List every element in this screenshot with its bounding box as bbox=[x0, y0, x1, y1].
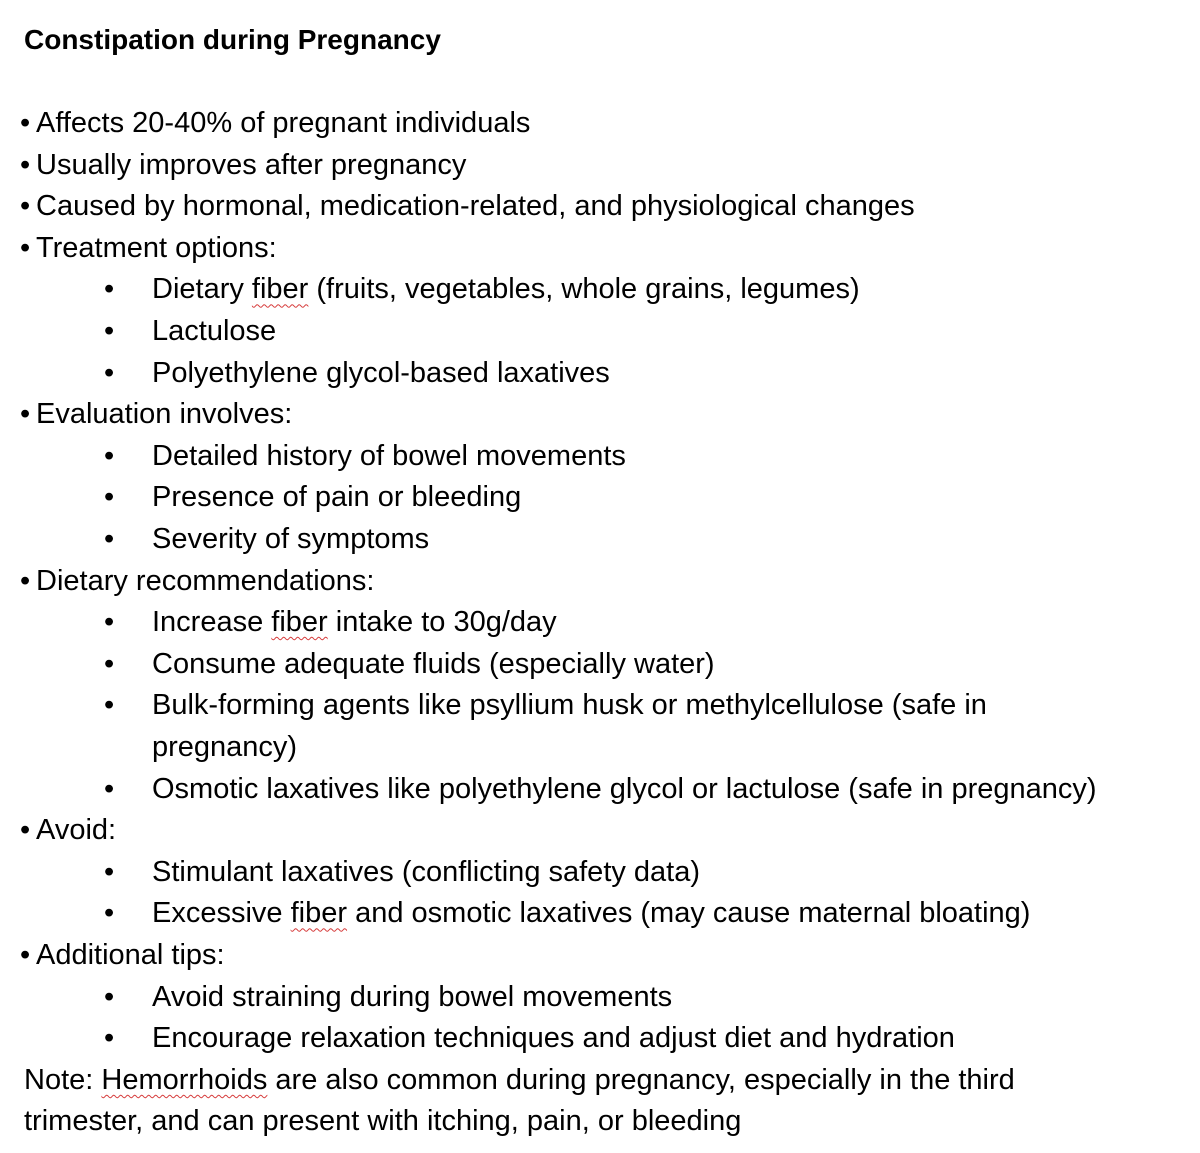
sub-bullet-marker: • bbox=[104, 356, 115, 389]
list-item: Usually improves after pregnancy bbox=[36, 148, 467, 181]
bullet-marker: • bbox=[20, 190, 31, 223]
bullet-marker: • bbox=[20, 814, 31, 847]
bullet-marker: • bbox=[20, 107, 31, 139]
sub-bullet-marker: • bbox=[104, 1022, 115, 1055]
sub-bullet-marker: • bbox=[104, 481, 115, 514]
list-item: Affects 20-40% of pregnant individuals bbox=[36, 107, 531, 139]
sub-bullet-marker: • bbox=[104, 647, 115, 680]
sub-list-item: Excessive fiber and osmotic laxatives (may cause maternal bloating) bbox=[152, 897, 1031, 930]
sub-list-item: Polyethylene glycol-based laxatives bbox=[152, 356, 610, 389]
sub-bullet-marker: • bbox=[104, 689, 115, 722]
sub-bullet-marker: • bbox=[104, 897, 115, 930]
sub-bullet-marker: • bbox=[104, 523, 115, 555]
sub-bullet-marker: • bbox=[104, 980, 115, 1013]
list-item: Additional tips: bbox=[36, 939, 225, 971]
sub-list-item: Presence of pain or bleeding bbox=[152, 481, 522, 514]
sub-list-item: Bulk-forming agents like psyllium husk or methylcellulose (safe in bbox=[152, 689, 987, 722]
sub-list-item: Osmotic laxatives like polyethylene glycol or lactulose (safe in pregnancy) bbox=[152, 772, 1097, 805]
spellcheck-flagged-word: fiber bbox=[271, 606, 328, 639]
list-item: Treatment options: bbox=[36, 231, 277, 264]
bullet-marker: • bbox=[20, 148, 31, 181]
sub-list-item: Lactulose bbox=[152, 315, 277, 347]
note-line-2: trimester, and can present with itching, pain, or bleeding bbox=[24, 1105, 742, 1138]
bullet-marker: • bbox=[20, 231, 31, 264]
sub-bullet-marker: • bbox=[104, 439, 115, 472]
list-item: Caused by hormonal, medication-related, and physiological changes bbox=[36, 190, 915, 223]
spellcheck-flagged-word: Hemorrhoids bbox=[101, 1063, 268, 1096]
list-item: Avoid: bbox=[36, 814, 117, 847]
sub-bullet-marker: • bbox=[104, 606, 115, 639]
spellcheck-flagged-word: fiber bbox=[251, 273, 309, 306]
sub-list-item: Dietary fiber (fruits, vegetables, whole grains, legumes) bbox=[152, 273, 860, 306]
bullet-marker: • bbox=[20, 939, 31, 971]
sub-bullet-marker: • bbox=[104, 855, 115, 888]
document-title: Constipation during Pregnancy bbox=[24, 24, 441, 55]
sub-bullet-marker: • bbox=[104, 315, 115, 347]
list-item: Evaluation involves: bbox=[36, 398, 293, 431]
list-item: Dietary recommendations: bbox=[36, 564, 375, 597]
spellcheck-flagged-word: fiber bbox=[290, 897, 348, 930]
sub-list-item-continuation: pregnancy) bbox=[152, 731, 298, 763]
note-line-1: Note: Hemorrhoids are also common during pregnancy, especially in the third bbox=[24, 1063, 1015, 1096]
sub-list-item: Severity of symptoms bbox=[152, 523, 430, 555]
sub-list-item: Encourage relaxation techniques and adjust diet and hydration bbox=[152, 1022, 955, 1055]
sub-list-item: Increase fiber intake to 30g/day bbox=[152, 606, 557, 639]
sub-list-item: Consume adequate fluids (especially water) bbox=[152, 647, 715, 680]
bullet-marker: • bbox=[20, 564, 31, 597]
sub-bullet-marker: • bbox=[104, 772, 115, 805]
sub-list-item: Detailed history of bowel movements bbox=[152, 439, 626, 472]
sub-list-item: Avoid straining during bowel movements bbox=[152, 980, 673, 1013]
bullet-marker: • bbox=[20, 398, 31, 431]
sub-list-item: Stimulant laxatives (conflicting safety data) bbox=[152, 855, 701, 888]
sub-bullet-marker: • bbox=[104, 273, 115, 306]
